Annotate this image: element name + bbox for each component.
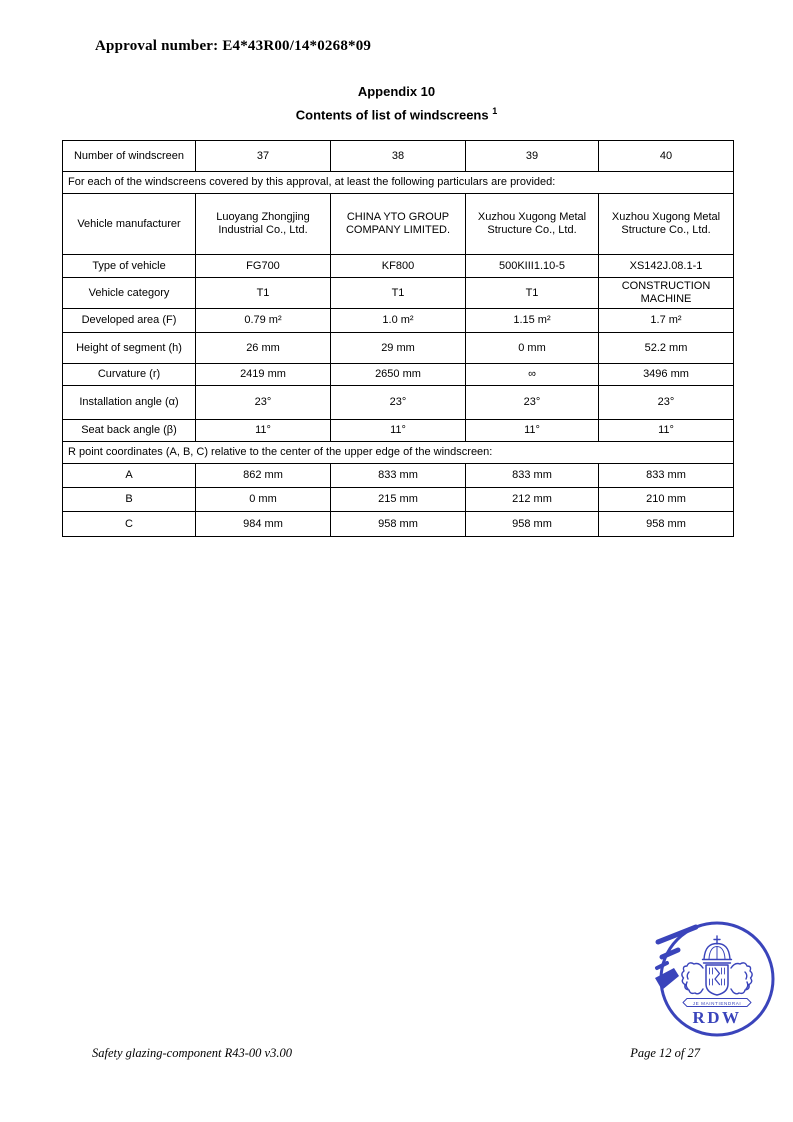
table-cell: 833 mm: [466, 464, 599, 488]
row-label: Vehicle manufacturer: [63, 194, 196, 255]
table-cell: 833 mm: [599, 464, 734, 488]
table-cell: 2419 mm: [196, 364, 331, 386]
row-label: Height of segment (h): [63, 333, 196, 364]
table-cell: Xuzhou Xugong Metal Structure Co., Ltd.: [466, 194, 599, 255]
table-cell: XS142J.08.1-1: [599, 255, 734, 278]
table-cell: 0.79 m²: [196, 309, 331, 333]
column-header: 39: [466, 141, 599, 172]
table-cell: 23°: [331, 386, 466, 420]
table-cell: 1.0 m²: [331, 309, 466, 333]
table-cell: 2650 mm: [331, 364, 466, 386]
approval-number: [95, 38, 371, 55]
page-title: [0, 106, 793, 122]
table-cell: Luoyang Zhongjing Industrial Co., Ltd.: [196, 194, 331, 255]
row-label: B: [63, 488, 196, 512]
crown-icon: [703, 936, 732, 963]
signature-wedge: [655, 968, 679, 990]
table-cell: CONSTRUCTION MACHINE: [599, 278, 734, 309]
table-cell: 0 mm: [466, 333, 599, 364]
table-cell: 26 mm: [196, 333, 331, 364]
table-cell: 23°: [196, 386, 331, 420]
row-label: Type of vehicle: [63, 255, 196, 278]
table-cell: 212 mm: [466, 488, 599, 512]
table-cell: 11°: [599, 420, 734, 442]
table-cell: 11°: [196, 420, 331, 442]
signature-stroke: [657, 963, 667, 968]
stamp-art: [655, 923, 773, 1035]
table-cell: 210 mm: [599, 488, 734, 512]
table-cell: 958 mm: [599, 512, 734, 537]
title-footnote-marker: 1: [492, 106, 498, 116]
approval-number-value: E4*43R00/14*0268*09: [222, 38, 372, 54]
table-cell: 52.2 mm: [599, 333, 734, 364]
note-text: For each of the windscreens covered by this approval, at least the following particulars are provided:: [63, 172, 734, 194]
table-cell: 862 mm: [196, 464, 331, 488]
table-header-row: [63, 141, 734, 172]
table-cell: CHINA YTO GROUP COMPANY LIMITED.: [331, 194, 466, 255]
table-cell: 958 mm: [331, 512, 466, 537]
row-label: Installation angle (α): [63, 386, 196, 420]
table-cell: 500KIII1.10-5: [466, 255, 599, 278]
table-row: [63, 255, 734, 278]
table-row: [63, 488, 734, 512]
column-header: 40: [599, 141, 734, 172]
table-cell: 29 mm: [331, 333, 466, 364]
table-cell: FG700: [196, 255, 331, 278]
column-header: 38: [331, 141, 466, 172]
table-cell: T1: [331, 278, 466, 309]
table-cell: 11°: [331, 420, 466, 442]
table-note-row: [63, 172, 734, 194]
table-note-row: [63, 442, 734, 464]
rdw-stamp: [653, 916, 785, 1048]
table-cell: 0 mm: [196, 488, 331, 512]
column-header: 37: [196, 141, 331, 172]
table-cell: 1.7 m²: [599, 309, 734, 333]
row-label: Number of windscreen: [63, 141, 196, 172]
page-title-text: Contents of list of windscreens: [295, 107, 489, 123]
table-cell: KF800: [331, 255, 466, 278]
table-row: [63, 278, 734, 309]
lion-left-icon: [682, 963, 703, 994]
row-label: Seat back angle (β): [63, 420, 196, 442]
shield-icon: [706, 965, 728, 995]
r-point-note-text: R point coordinates (A, B, C) relative to the center of the upper edge of the windscreen:: [63, 442, 734, 464]
appendix-title: Appendix 10: [357, 84, 436, 99]
row-label: C: [63, 512, 196, 537]
table-row: [63, 333, 734, 364]
table-cell: 23°: [466, 386, 599, 420]
rdw-text: RDW: [692, 1008, 742, 1027]
lion-right-icon: [731, 963, 752, 994]
table-cell: Xuzhou Xugong Metal Structure Co., Ltd.: [599, 194, 734, 255]
signature-stroke: [662, 950, 678, 957]
table-cell: 958 mm: [466, 512, 599, 537]
table-cell: 1.15 m²: [466, 309, 599, 333]
table-row: [63, 194, 734, 255]
footer-page-number: Page 12 of 27: [630, 1046, 700, 1060]
table-row: [63, 420, 734, 442]
motto-text: JE MAINTIENDRAI: [692, 1000, 742, 1006]
table-cell: 3496 mm: [599, 364, 734, 386]
table-row: [63, 309, 734, 333]
table-cell: ∞: [466, 364, 599, 386]
row-label: Vehicle category: [63, 278, 196, 309]
table-row: [63, 464, 734, 488]
row-label: Curvature (r): [63, 364, 196, 386]
motto-banner: [683, 999, 751, 1007]
table-row: [63, 512, 734, 537]
table-cell: 11°: [466, 420, 599, 442]
table-cell: 23°: [599, 386, 734, 420]
row-label: A: [63, 464, 196, 488]
table-row: [63, 386, 734, 420]
windscreen-table: [62, 140, 734, 537]
footer-document-version: Safety glazing-component R43-00 v3.00: [92, 1046, 292, 1060]
table-cell: T1: [466, 278, 599, 309]
table-row: [63, 364, 734, 386]
approval-number-label: Approval number:: [95, 38, 219, 54]
row-label: Developed area (F): [63, 309, 196, 333]
table-cell: T1: [196, 278, 331, 309]
table-cell: 215 mm: [331, 488, 466, 512]
table-cell: 984 mm: [196, 512, 331, 537]
table-cell: 833 mm: [331, 464, 466, 488]
